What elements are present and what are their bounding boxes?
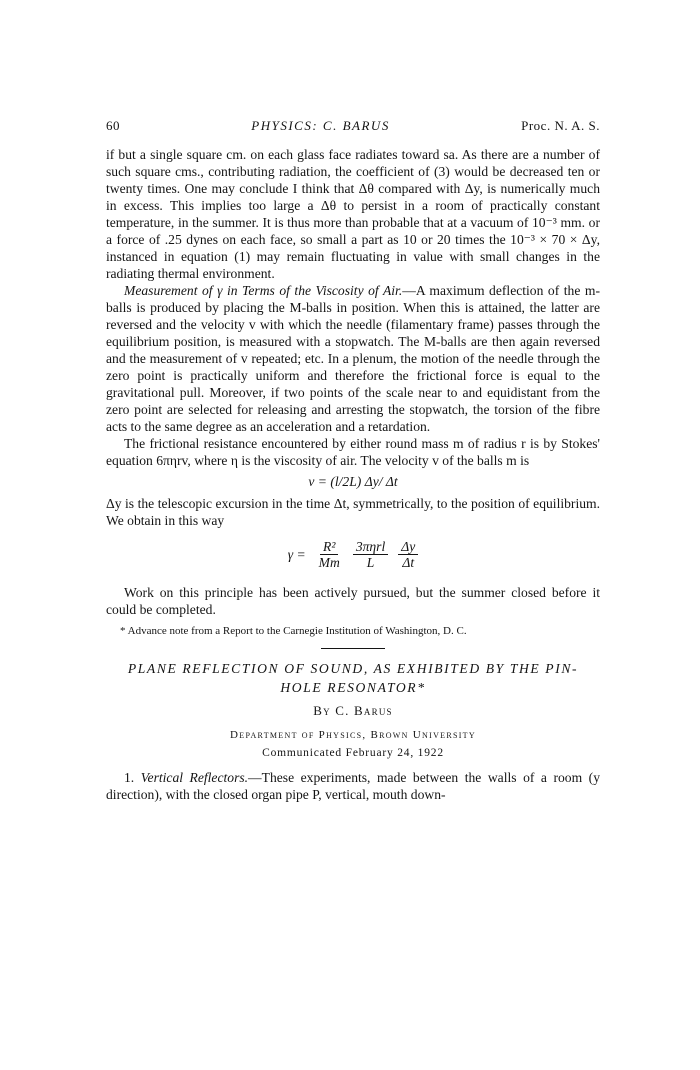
equation-gamma-lhs: γ = (287, 546, 306, 562)
running-header (106, 118, 600, 134)
section-heading-viscosity: Measurement of γ in Terms of the Viscosity of Air. (124, 283, 403, 298)
section-number: 1. (124, 770, 135, 785)
section-heading-vertical-reflectors: Vertical Reflectors. (140, 770, 249, 785)
paragraph-viscosity (106, 282, 600, 435)
paragraph-viscosity-body: —A maximum deflection of the m-balls is produced by placing the M-balls in position. When this is attained, the latter are reversed and the velocity v with which the needle (filamentary frame) passes through the equilibrium position, is measured with a stopwatch. The M-balls are then again reversed and the measurement of v repeated; etc. In a plenum, the motion of the needle through the zero point is practically uniform and therefore the frictional force is equal to the gravitational pull. Moreover, if two points of the scale near to and equidistant from the zero point are selected for releasing and arresting the stopwatch, the torsion of the fibre acts to the same degree as an acceleration and a retardation. (106, 283, 600, 434)
page-number: 60 (106, 118, 120, 133)
paragraph-radiation: if but a single square cm. on each glass face radiates toward sa. As there are a number of such square cms., contributing radiation, the coefficient of (3) would be decreased ten or twenty times. One may conclude I think that Δθ compared with Δy, is numerically much in excess. This implies too large a Δθ to persist in a room of practically constant temperature, in the summer. It is thus more than probable that at a vacuum of 10⁻³ mm. or a force of .25 dynes on each face, so small a part as 10 or 20 times the 10⁻³ × 70 × Δy, instanced in equation (1) may remain fluctuating in value with small changes in the radiating thermal environment. (106, 147, 600, 281)
running-title: PHYSICS: C. BARUS (251, 118, 390, 133)
paragraph-vertical-reflectors-body: —These experiments, made between the walls of a room (y direction), with the closed organ pipe P, vertical, mouth down- (106, 770, 600, 802)
journal-abbreviation: Proc. N. A. S. (521, 118, 600, 133)
footnote: * Advance note from a Report to the Carnegie Institution of Washington, D. C. (120, 625, 467, 637)
fraction-2-denominator: L (366, 555, 375, 570)
paragraph-excursion: Δy is the telescopic excursion in the time Δt, symmetrically, to the position of equilibrium. We obtain in this way (106, 496, 600, 528)
paragraph-vertical-reflectors (106, 769, 600, 803)
fraction-3-numerator: Δy (398, 539, 418, 555)
article-title: PLANE REFLECTION OF SOUND, AS EXHIBITED BY THE PIN-HOLE RESONATOR* (127, 661, 579, 695)
article-communicated-date: Communicated February 24, 1922 (262, 747, 444, 759)
article-department: Department of Physics, Brown University (230, 729, 476, 741)
fraction-2-numerator: 3πηrl (353, 539, 388, 555)
fraction-3 (398, 539, 418, 570)
fraction-1 (316, 539, 343, 570)
fraction-1-numerator: R² (320, 539, 338, 555)
fraction-3-denominator: Δt (402, 555, 415, 570)
paragraph-stokes: The frictional resistance encountered by either round mass m of radius r is by Stokes' equation 6πηrv, where η is the viscosity of air. The velocity v of the balls m is (106, 436, 600, 468)
paragraph-work-status: Work on this principle has been actively pursued, but the summer closed before it could be completed. (106, 585, 600, 617)
page (106, 118, 600, 803)
fraction-2 (353, 539, 388, 570)
equation-velocity: v = (l/2L) Δy/ Δt (308, 474, 398, 489)
equation-gamma (106, 539, 600, 570)
section-divider (321, 648, 385, 649)
fraction-1-denominator: Mm (318, 555, 340, 570)
article-author: By C. Barus (313, 703, 393, 718)
